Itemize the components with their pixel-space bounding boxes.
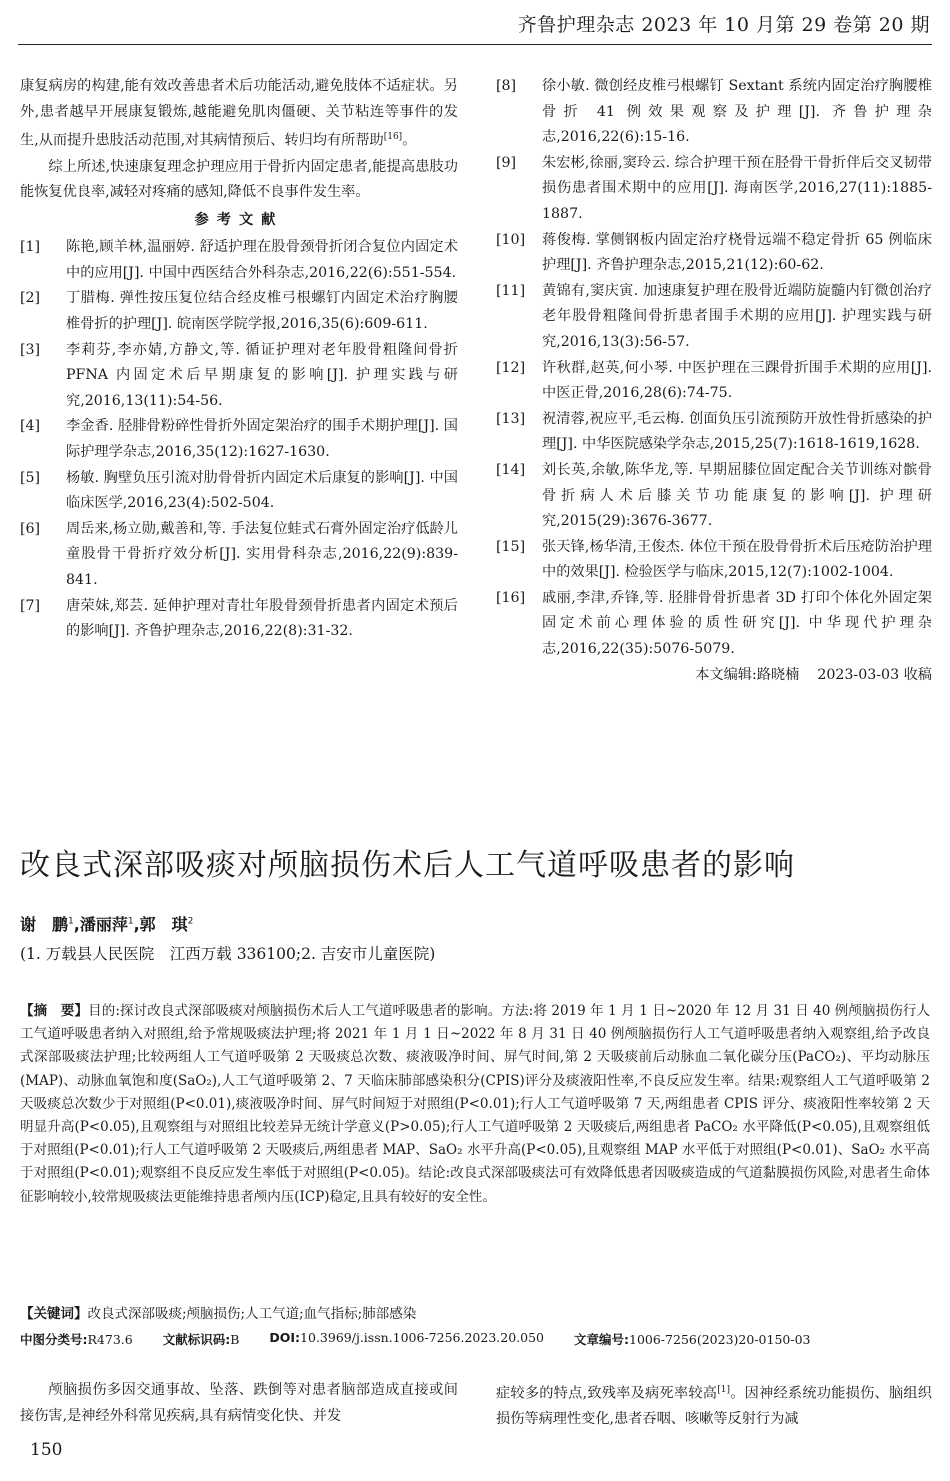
received-date: 2023-03-03 收稿 xyxy=(817,666,932,683)
metadata-item xyxy=(163,1330,240,1348)
page-number: 150 xyxy=(30,1440,63,1460)
author-list xyxy=(20,912,193,935)
keywords-label: 【关键词】 xyxy=(20,1306,88,1322)
reference-list-right xyxy=(496,74,932,663)
reference-item xyxy=(496,74,932,151)
reference-number: [4] xyxy=(20,418,41,435)
reference-item xyxy=(20,414,458,465)
reference-text: 戚丽,李津,乔锋,等. 胫腓骨骨折患者 3D 打印个体化外固定架固定术前心理体验的质性研究[J]. 中华现代护理杂志,2016,22(35):5076-5079. xyxy=(542,589,932,658)
reference-list-left xyxy=(20,235,458,645)
editor-line xyxy=(496,663,932,689)
reference-number: [6] xyxy=(20,520,41,537)
reference-number: [11] xyxy=(496,282,526,299)
reference-text: 黄锦有,窦庆寅. 加速康复护理在股骨近端防旋髓内钉微创治疗老年股骨粗隆间骨折患者围手术期的应用[J]. 护理实践与研究,2016,13(3):56-57. xyxy=(542,282,932,350)
metadata-item xyxy=(269,1330,544,1348)
reference-number: [15] xyxy=(496,538,526,555)
author-name: 潘丽萍 xyxy=(79,915,128,934)
reference-text: 张天锋,杨华清,王俊杰. 体位干预在股骨骨折术后压疮防治护理中的效果[J]. 检验医学与临床,2015,12(7):1002-1004. xyxy=(542,538,932,581)
citation: [1] xyxy=(717,1385,730,1395)
metadata-label: 文献标识码: xyxy=(162,1332,231,1347)
author-affiliation-mark: 1 xyxy=(127,916,134,927)
reference-number: [10] xyxy=(496,231,526,248)
prev-article-paragraph: 康复病房的构建,能有效改善患者术后功能活动,避免肢体不适症状。另外,患者越早开展康复锻炼,越能避免肌肉僵硬、关节粘连等事件的发生,从而提升患肢活动范围,对其病情预后、转归均有所帮助[16]。 xyxy=(20,78,458,149)
reference-number: [5] xyxy=(20,469,41,486)
metadata-value: 10.3969/j.issn.1006-7256.2023.20.050 xyxy=(300,1330,544,1345)
keywords-text: 改良式深部吸痰;颅脑损伤;人工气道;血气指标;肺部感染 xyxy=(87,1306,417,1322)
metadata-label: 中图分类号: xyxy=(20,1332,88,1347)
reference-text: 许秋群,赵英,何小琴. 中医护理在三踝骨折围手术期的应用[J]. 中医正骨,2016,28(6):74-75. xyxy=(542,359,932,402)
reference-number: [3] xyxy=(20,341,41,358)
reference-text: 蒋俊梅. 掌侧钢板内固定治疗桡骨远端不稳定骨折 65 例临床护理[J]. 齐鲁护理杂志,2015,21(12):60-62. xyxy=(542,231,932,274)
reference-number: [13] xyxy=(496,410,526,427)
reference-number: [12] xyxy=(496,359,526,376)
reference-text: 李金香. 胫腓骨粉碎性骨折外固定架治疗的围手术期护理[J]. 国际护理学杂志,2016,35(12):1627-1630. xyxy=(66,418,458,461)
reference-number: [2] xyxy=(20,290,41,307)
author-affiliation-mark: 1 xyxy=(68,916,74,927)
journal-header: 齐鲁护理杂志 2023 年 10 月第 29 卷第 20 期 xyxy=(517,14,930,36)
author-name: 郭 琪 xyxy=(139,915,188,934)
reference-number: [1] xyxy=(20,239,41,256)
reference-text: 丁腊梅. 弹性按压复位结合经皮椎弓根螺钉内固定术治疗胸腰椎骨折的护理[J]. 皖南医学院学报,2016,35(6):609-611. xyxy=(66,290,458,333)
affiliation: (1. 万载县人民医院 江西万载 336100;2. 吉安市儿童医院) xyxy=(20,945,436,963)
reference-item xyxy=(20,466,458,517)
reference-item xyxy=(496,279,932,356)
author-name: 谢 鹏 xyxy=(20,915,69,934)
reference-number: [9] xyxy=(496,154,517,171)
reference-text: 唐荣妹,郑芸. 延伸护理对青壮年股骨颈骨折患者内固定术预后的影响[J]. 齐鲁护理杂志,2016,22(8):31-32. xyxy=(66,597,458,640)
abstract xyxy=(20,1000,930,1209)
reference-item xyxy=(496,151,932,228)
header-rule xyxy=(18,44,932,45)
reference-item xyxy=(496,228,932,279)
article-metadata xyxy=(20,1330,930,1348)
reference-item xyxy=(20,235,458,286)
reference-item xyxy=(20,517,458,594)
reference-text: 徐小敏. 微创经皮椎弓根螺钉 Sextant 系统内固定治疗胸腰椎骨折 41 例效果观察及护理[J]. 齐鲁护理杂志,2016,22(6):15-16. xyxy=(542,78,932,146)
metadata-label: DOI: xyxy=(269,1330,301,1345)
reference-item xyxy=(496,458,932,535)
reference-text: 朱宏彬,徐丽,窦玲云. 综合护理干预在胫骨干骨折伴后交叉韧带损伤患者围术期中的应用[J]. 海南医学,2016,27(11):1885-1887. xyxy=(542,154,932,222)
author-separator: , xyxy=(133,915,140,934)
reference-item xyxy=(496,407,932,458)
right-column xyxy=(496,74,932,688)
metadata-value: R473.6 xyxy=(87,1332,133,1347)
editor: 本文编辑:路晓楠 xyxy=(695,666,800,683)
reference-text: 祝清蓉,祝应平,毛云梅. 创面负压引流预防开放性骨折感染的护理[J]. 中华医院感染学杂志,2015,25(7):1618-1619,1628. xyxy=(542,410,932,453)
references-heading: 参考文献 xyxy=(194,211,284,228)
abstract-label: 【摘 要】 xyxy=(20,1003,89,1019)
keywords xyxy=(20,1302,930,1322)
body-text-left: 颅脑损伤多因交通事故、坠落、跌倒等对患者脑部造成直接或间接伤害,是神经外科常见疾病,具有病情变化快、并发 xyxy=(20,1382,458,1424)
reference-item xyxy=(496,586,932,663)
reference-item xyxy=(20,594,458,645)
reference-number: [14] xyxy=(496,461,526,478)
body-text-right: 症较多的特点,致残率及病死率较高[1]。因神经系统功能损伤、脑组织损伤等病理性变化,患者吞咽、咳嗽等反射行为减 xyxy=(496,1385,932,1428)
article-title: 改良式深部吸痰对颅脑损伤术后人工气道呼吸患者的影响 xyxy=(20,848,795,883)
reference-text: 周岳来,杨立勋,戴善和,等. 手法复位蛙式石膏外固定治疗低龄儿童股骨干骨折疗效分析[J]. 实用骨科杂志,2016,22(9):839-841. xyxy=(66,520,458,589)
reference-item xyxy=(496,356,932,407)
metadata-value: B xyxy=(230,1332,240,1347)
citation: [16] xyxy=(383,132,403,143)
reference-item xyxy=(496,535,932,586)
reference-number: [16] xyxy=(496,589,526,606)
reference-item xyxy=(20,286,458,337)
reference-number: [7] xyxy=(20,597,41,614)
author-separator: , xyxy=(73,915,80,934)
metadata-item xyxy=(574,1330,810,1348)
metadata-value: 1006-7256(2023)20-0150-03 xyxy=(629,1332,811,1347)
abstract-text: 目的:探讨改良式深部吸痰对颅脑损伤术后人工气道呼吸患者的影响。方法:将 2019 年 1 月 1 日~2020 年 12 月 31 日 40 例颅脑损伤行人工气道呼吸患者纳入对照组,给予常规吸痰法护理;将 2021 年 1 月 1 日~2022 年 8 月 31 日 40 例颅脑损伤行人工气道呼吸患者纳入观察组,给予改良式深部吸痰法护理;比较两组人工气道呼吸第 2 天吸痰总次数、痰液吸净时间、屏气时间,第 2 天吸痰前后动脉血二氧化碳分压(PaCO₂)、平均动脉压(MAP)、动脉血氧饱和度(SaO₂),人工气道呼吸第 2、7 天临床肺部感染积分(CPIS)评分及痰液阳性率,不良反应发生率。结果:观察组人工气道呼吸第 2 天吸痰总次数少于对照组(P<0.01),痰液吸净时间、屏气时间短于对照组(P<0.01);行人工气道呼吸第 7 天,两组患者 CPIS 评分、痰液阳性率较第 2 天明显升高(P<0.05),且观察组与对照组比较差异无统计学意义(P>0.05);行人工气道呼吸第 2 天吸痰后,两组患者 PaCO₂ 水平降低(P<0.05),且观察组低于对照组(P<0.01);行人工气道呼吸第 2 天吸痰后,两组患者 MAP、SaO₂ 水平升高(P<0.05),且观察组 MAP 水平低于对照组(P<0.01)、SaO₂ 水平高于对照组(P<0.01);观察组不良反应发生率低于对照组(P<0.05)。结论:改良式深部吸痰法可有效降低患者因吸痰造成的气道黏膜损伤风险,对患者生命体征影响较小,较常规吸痰法更能维持患者颅内压(ICP)稳定,且具有较好的安全性。 xyxy=(20,1003,930,1205)
left-column xyxy=(20,74,458,645)
reference-text: 刘长英,余敏,陈华龙,等. 早期屈膝位固定配合关节训练对髌骨骨折病人术后膝关节功能康复的影响[J]. 护理研究,2015(29):3676-3677. xyxy=(542,461,932,530)
author-affiliation-mark: 2 xyxy=(187,916,194,927)
reference-text: 陈艳,顾羊林,温丽婷. 舒适护理在股骨颈骨折闭合复位内固定术中的应用[J]. 中国中西医结合外科杂志,2016,22(6):551-554. xyxy=(66,239,458,281)
reference-text: 李莉芬,李亦婧,方静文,等. 循证护理对老年股骨粗隆间骨折 PFNA 内固定术后早期康复的影响[J]. 护理实践与研究,2016,13(11):54-56. xyxy=(66,341,458,409)
reference-item xyxy=(20,338,458,415)
prev-article-conclusion: 综上所述,快速康复理念护理应用于骨折内固定患者,能提高患肢功能恢复优良率,减轻对疼痛的感知,降低不良事件发生率。 xyxy=(20,158,458,201)
reference-number: [8] xyxy=(496,78,517,94)
metadata-item xyxy=(20,1330,133,1348)
metadata-label: 文章编号: xyxy=(574,1332,629,1347)
reference-text: 杨敏. 胸壁负压引流对肋骨骨折内固定术后康复的影响[J]. 中国临床医学,2016,23(4):502-504. xyxy=(66,469,458,512)
